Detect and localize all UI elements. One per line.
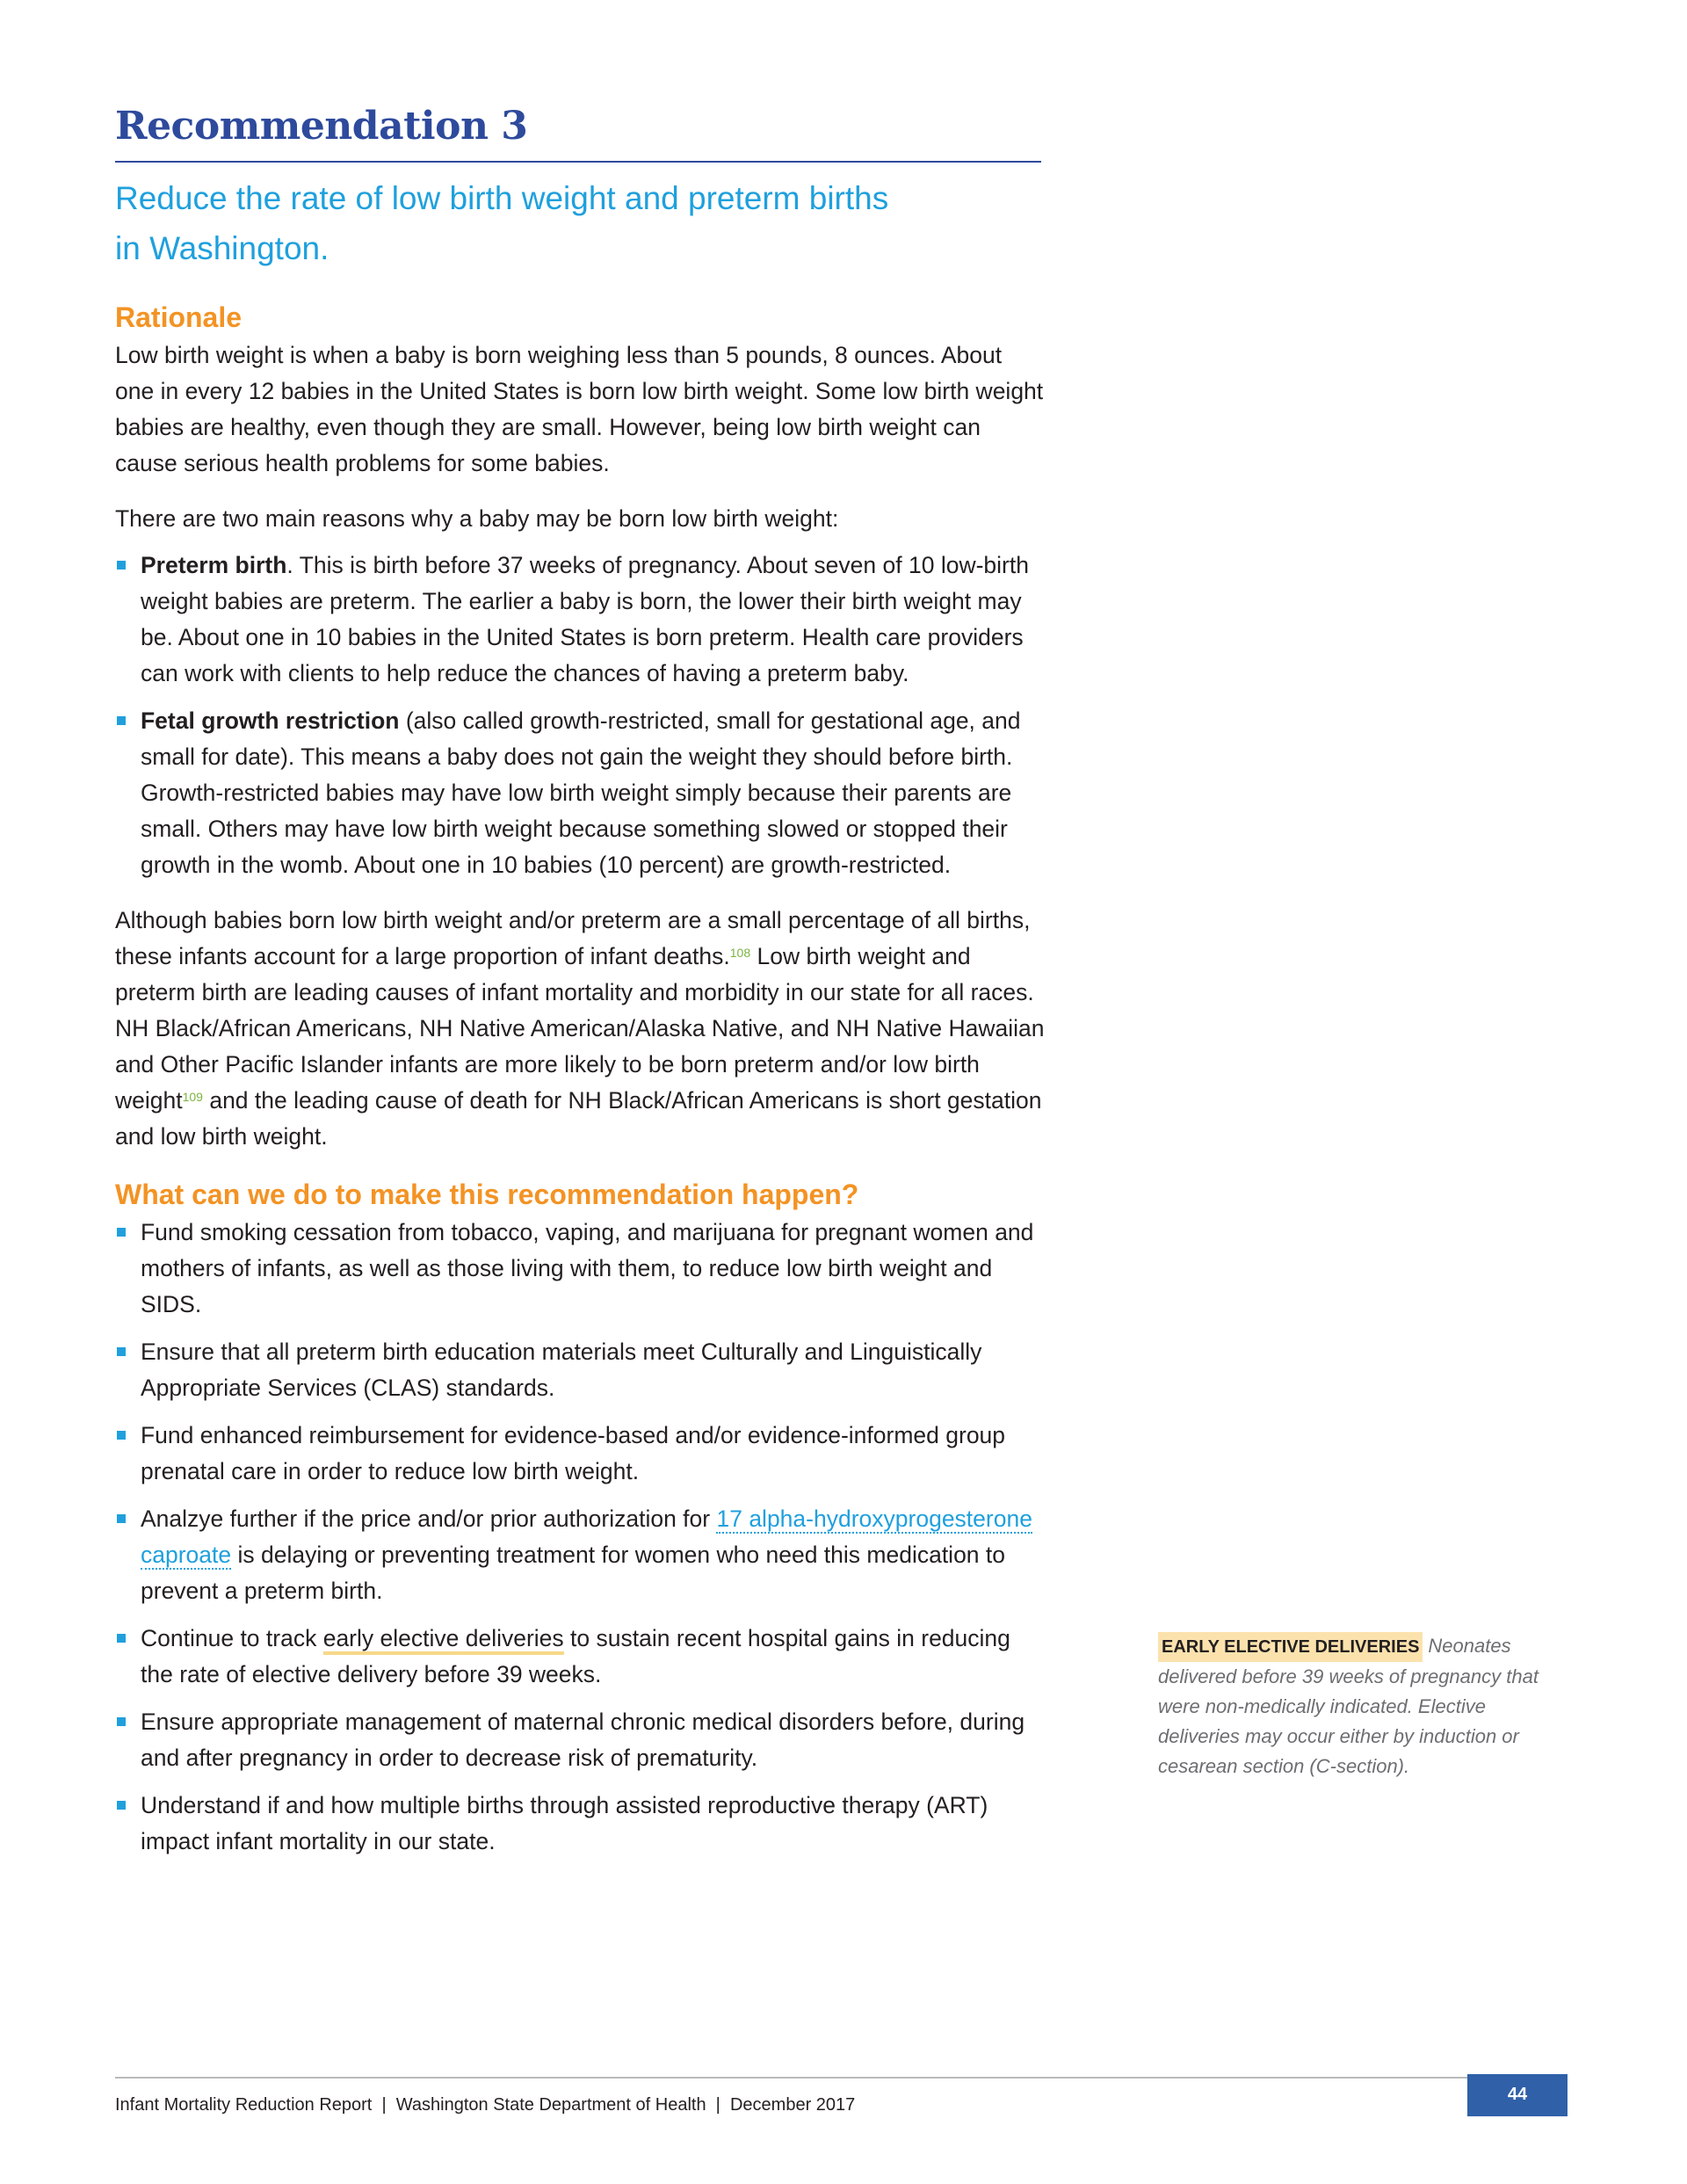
list-item (115, 1788, 1046, 1860)
reason-term: Preterm birth (141, 552, 287, 578)
list-item (115, 1704, 1046, 1776)
square-bullet-icon (117, 1431, 126, 1440)
list-item (115, 1501, 1046, 1609)
action-text: is delaying or preventing treatment for women who need this medication to prevent a preterm birth. (141, 1542, 1006, 1604)
subtitle-line-1: Reduce the rate of low birth weight and preterm births (115, 180, 889, 216)
footnote-ref[interactable]: 108 (729, 946, 751, 960)
action-text: Fund enhanced reimbursement for evidence-based and/or evidence-informed group prenatal care in order to reduce low birth weight. (141, 1422, 1006, 1484)
square-bullet-icon (117, 716, 126, 725)
action-text: Understand if and how multiple births through assisted reproductive therapy (ART) impact infant mortality in our state. (141, 1792, 988, 1854)
list-item (115, 1215, 1046, 1323)
main-content (115, 297, 1046, 1879)
glossary-term[interactable]: early elective deliveries (323, 1625, 564, 1655)
sidebar-definition: Neonates delivered before 39 weeks of pregnancy that were non-medically indicated. Elective deliveries may occur either by induction or cesarean section (C-section). (1158, 1635, 1539, 1777)
square-bullet-icon (117, 1228, 126, 1237)
list-item (115, 703, 1046, 883)
paragraph-text: Low birth weight and preterm birth are leading causes of infant mortality and morbidity in our state for all races. NH Black/African Americans, NH Native American/Alaska Native, and NH Native Hawaiian and Other Pacific Islander infants are more likely to be born preterm and/or low birth weight (115, 943, 1045, 1114)
page-title: Recommendation 3 (115, 104, 528, 149)
rationale-paragraph-2: There are two main reasons why a baby may be born low birth weight: (115, 505, 839, 532)
paragraph-text: Although babies born low birth weight and/or preterm are a small percentage of all births, these infants account for a large proportion of infant deaths. (115, 907, 1031, 969)
footnote-ref[interactable]: 109 (182, 1090, 203, 1104)
square-bullet-icon (117, 1347, 126, 1356)
footer-divider (115, 2077, 1468, 2079)
title-divider (115, 161, 1041, 163)
list-item (115, 548, 1046, 692)
action-text: to sustain recent hospital gains in reducing the rate of elective delivery before 39 weeks. (141, 1625, 1010, 1687)
reasons-list (115, 548, 1046, 883)
action-text: Ensure appropriate management of maternal chronic medical disorders before, during and after pregnancy in order to decrease risk of prematurity. (141, 1709, 1025, 1771)
rationale-heading: Rationale (115, 301, 243, 333)
action-text: Fund smoking cessation from tobacco, vaping, and marijuana for pregnant women and mothers of infants, as well as those living with them, to reduce low birth weight and SIDS. (141, 1219, 1034, 1317)
list-item (115, 1418, 1046, 1490)
rationale-paragraph-3 (115, 903, 1046, 1155)
reason-text: . This is birth before 37 weeks of pregnancy. About seven of 10 low-birth weight babies are preterm. The earlier a baby is born, the lower their birth weight may be. About one in 10 babies in the United States is born preterm. Health care providers can work with clients to help reduce the chances of having a preterm baby. (141, 552, 1029, 686)
subtitle-line-2: in Washington. (115, 230, 329, 266)
footer-text: Infant Mortality Reduction Report | Washington State Department of Health | December 2017 (115, 2095, 856, 2115)
square-bullet-icon (117, 1634, 126, 1643)
square-bullet-icon (117, 1717, 126, 1726)
actions-heading: What can we do to make this recommendation happen? (115, 1179, 859, 1210)
reason-text: (also called growth-restricted, small for gestational age, and small for date). This means a baby does not gain the weight they should before birth. Growth-restricted babies may have low birth weight simply because their parents are small. Others may have low birth weight because something slowed or stopped their growth in the womb. About one in 10 babies (10 percent) are growth-restricted. (141, 707, 1021, 878)
actions-list (115, 1215, 1046, 1860)
square-bullet-icon (117, 1514, 126, 1523)
sidebar-term: EARLY ELECTIVE DELIVERIES (1158, 1632, 1423, 1662)
list-item (115, 1621, 1046, 1693)
page-number: 44 (1467, 2074, 1568, 2116)
page-subtitle (115, 173, 888, 273)
action-text: Continue to track (141, 1625, 323, 1651)
paragraph-text: and the leading cause of death for NH Black/African Americans is short gestation and low birth weight. (115, 1087, 1042, 1150)
reason-term: Fetal growth restriction (141, 707, 400, 734)
square-bullet-icon (117, 561, 126, 570)
rationale-paragraph-1: Low birth weight is when a baby is born weighing less than 5 pounds, 8 ounces. About one in every 12 babies in the United States is born low birth weight. Some low birth weight babies are healthy, even though they are small. However, being low birth weight can cause serious health problems for some babies. (115, 342, 1044, 476)
action-text: Ensure that all preterm birth education materials meet Culturally and Linguistically Appropriate Services (CLAS) standards. (141, 1339, 982, 1401)
glossary-sidebar (1158, 1631, 1562, 1781)
square-bullet-icon (117, 1801, 126, 1810)
list-item (115, 1334, 1046, 1406)
drug-link[interactable]: 17 alpha-hydroxyprogesterone caproate (141, 1506, 1032, 1568)
action-text: Analzye further if the price and/or prior authorization for (141, 1506, 717, 1532)
